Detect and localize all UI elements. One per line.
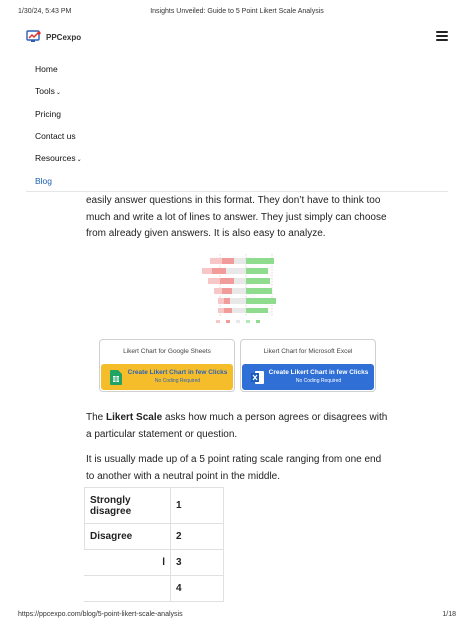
chart-bar xyxy=(220,278,234,284)
scale-label-cell: Strongly disagree xyxy=(85,488,171,524)
chart-bar xyxy=(234,258,246,264)
chart-bar xyxy=(230,298,246,304)
intro-paragraph: easily answer questions in this format. They don’t have to think too much and write a lot of lines to answer. They just simply can choose from already given answers. It is also easy to analyze. xyxy=(86,195,387,239)
scale-label-cell: Disagree xyxy=(85,524,171,550)
logo-text: PPCexpo xyxy=(46,32,82,42)
main-nav xyxy=(35,58,82,192)
hamburger-icon[interactable] xyxy=(436,31,448,41)
excel-cta[interactable] xyxy=(240,339,376,392)
chart-bar xyxy=(210,258,222,264)
nav-item-pricing[interactable] xyxy=(35,103,82,125)
nav-item-contact-us[interactable] xyxy=(35,125,82,147)
chart-bar xyxy=(214,288,222,294)
chart-bar xyxy=(246,298,276,304)
chart-bar xyxy=(224,298,230,304)
likert-chart-thumbnail xyxy=(188,250,288,328)
nav-item-label: Pricing xyxy=(35,108,61,119)
nav-item-label: Resources xyxy=(35,153,76,164)
site-logo[interactable] xyxy=(26,30,81,44)
excel-icon xyxy=(251,370,263,385)
likert-definition-paragraph xyxy=(86,410,388,443)
chart-bar xyxy=(218,298,224,304)
chart-bar xyxy=(202,268,212,274)
chart-bar xyxy=(226,268,246,274)
p2-text-before: The xyxy=(86,412,107,423)
site-header xyxy=(26,27,448,49)
google-sheets-icon xyxy=(110,370,122,385)
table-row xyxy=(85,550,224,576)
print-title: Insights Unveiled: Guide to 5 Point Likert Scale Analysis xyxy=(150,8,324,15)
nav-item-label: Blog xyxy=(35,175,53,186)
chart-bar xyxy=(224,308,232,313)
nav-item-label: Home xyxy=(35,64,58,75)
google-cta-main: Create Likert Chart in few Clicks xyxy=(127,369,228,376)
print-url: https://ppcexpo.com/blog/5-point-likert-scale-analysis xyxy=(18,611,183,618)
table-row xyxy=(85,576,224,602)
chart-bar xyxy=(222,288,232,294)
scale-value-cell: 2 xyxy=(171,524,224,550)
chart-bar xyxy=(246,288,272,294)
print-header xyxy=(18,8,456,20)
chart-bar xyxy=(234,278,246,284)
chart-bars xyxy=(202,258,276,313)
chart-bar xyxy=(246,258,274,264)
chart-bar xyxy=(232,288,246,294)
print-page-number: 1/18 xyxy=(442,611,456,618)
scale-label-cell xyxy=(85,576,171,602)
nav-item-blog[interactable] xyxy=(35,169,82,191)
excel-cta-main: Create Likert Chart in few Clicks xyxy=(268,369,369,376)
chart-bar xyxy=(232,308,246,313)
google-cta-sub: No Coding Required xyxy=(154,378,201,384)
chart-bar xyxy=(212,268,226,274)
chevron-down-icon: ⌄ xyxy=(55,89,61,96)
scale-label-cell: l xyxy=(85,550,171,576)
excel-create-button[interactable] xyxy=(242,364,374,390)
rating-scale-paragraph: It is usually made up of a 5 point rating scale ranging from one end to another with a neutral point in the middle. xyxy=(86,454,382,482)
scale-value-cell: 1 xyxy=(171,488,224,524)
table-row xyxy=(85,524,224,550)
nav-divider xyxy=(26,191,448,192)
scale-value-cell: 3 xyxy=(171,550,224,576)
print-timestamp: 1/30/24, 5:43 PM xyxy=(18,8,72,15)
nav-item-home[interactable] xyxy=(35,58,82,80)
chart-bar xyxy=(246,278,270,284)
chart-bar xyxy=(246,308,268,313)
chart-legend xyxy=(216,320,260,323)
chevron-down-icon: ⌄ xyxy=(76,156,82,163)
google-sheets-caption: Likert Chart for Google Sheets xyxy=(123,347,211,355)
nav-item-resources[interactable] xyxy=(35,147,82,169)
chart-bar xyxy=(208,278,220,284)
likert-scale-table xyxy=(84,487,224,602)
google-sheets-cta[interactable] xyxy=(99,339,235,392)
likert-scale-term: Likert Scale xyxy=(106,412,163,423)
table-row xyxy=(85,488,224,524)
nav-item-label: Contact us xyxy=(35,131,76,142)
nav-item-tools[interactable] xyxy=(35,80,82,102)
chart-bar xyxy=(246,268,268,274)
print-footer xyxy=(18,611,456,623)
p2-text-after: asks how much a person agrees or disagrees with a particular statement or question. xyxy=(86,412,388,440)
excel-cta-sub: No Coding Required xyxy=(295,378,342,384)
chart-bar xyxy=(218,308,224,313)
scale-value-cell: 4 xyxy=(171,576,224,602)
ppcexpo-logo-icon xyxy=(26,30,42,44)
google-sheets-create-button[interactable] xyxy=(101,364,233,390)
excel-caption: Likert Chart for Microsoft Excel xyxy=(263,347,353,355)
nav-item-label: Tools xyxy=(35,86,55,97)
chart-bar xyxy=(222,258,234,264)
